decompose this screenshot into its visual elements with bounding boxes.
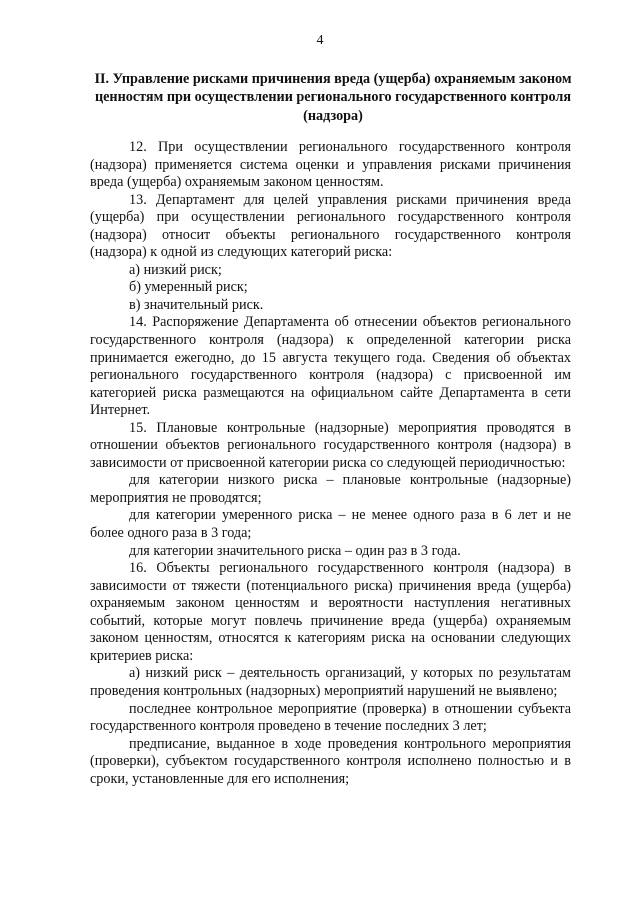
- list-item-low-risk: а) низкий риск;: [129, 261, 222, 278]
- section-body: [90, 139, 571, 788]
- periodicity-moderate-risk: для категории умеренного риска – не менее одного раза в 6 лет и не более одного раза в 3 года;: [90, 507, 571, 542]
- page-number: 4: [316, 33, 324, 48]
- paragraph-15: 15. Плановые контрольные (надзорные) мероприятия проводятся в отношении объектов регионального государственного контроля (надзора) в зависимости от присвоенной категории риска со следующей периодичностью:: [90, 419, 571, 471]
- criterion-last-inspection: последнее контрольное мероприятие (проверка) в отношении субъекта государственного контроля проведено в течение последних 3 лет;: [90, 700, 571, 735]
- section-heading: II. Управление рисками причинения вреда (ущерба) охраняемым законом ценностям при осуществлении регионального государственного контроля (надзора): [94, 71, 572, 124]
- paragraph-13: 13. Департамент для целей управления рисками причинения вреда (ущерба) при осуществлении регионального государственного контроля (надзора) относит объекты регионального государственного контроля (надзора) к одной из следующих категорий риска:: [90, 191, 571, 261]
- paragraph-12: 12. При осуществлении регионального государственного контроля (надзора) применяется система оценки и управления рисками причинения вреда (ущерба) охраняемым законом ценностям.: [90, 139, 571, 191]
- criterion-order-fulfilled: предписание, выданное в ходе проведения контрольного мероприятия (проверки), субъектом государственного контроля исполнено полностью и в сроки, установленные для его исполнения;: [90, 735, 571, 787]
- periodicity-low-risk: для категории низкого риска – плановые контрольные (надзорные) мероприятия не проводятся;: [90, 472, 571, 506]
- list-item-moderate-risk: б) умеренный риск;: [129, 279, 248, 296]
- paragraph-14: 14. Распоряжение Департамента об отнесении объектов регионального государственного контроля (надзора) к определенной категории риска принимается ежегодно, до 15 августа текущего года. Сведения об объектах регионального государственного контроля (надзора) с присвоенной им категорией риска размещаются на официальном сайте Департамента в сети Интернет.: [90, 314, 571, 419]
- criterion-low-risk: а) низкий риск – деятельность организаций, у которых по результатам проведения контрольных (надзорных) мероприятий нарушений не выявлено;: [90, 665, 571, 699]
- paragraph-16: 16. Объекты регионального государственного контроля (надзора) в зависимости от тяжести (потенциального риска) причинения вреда (ущерба) охраняемым законом ценностям и вероятности наступления негативных событий, которые могут повлечь причинение вреда (ущерба) охраняемым законом ценностям, относятся к категориям риска на основании следующих критериев риска:: [90, 560, 571, 664]
- periodicity-significant-risk: для категории значительного риска – один раз в 3 года.: [129, 542, 461, 559]
- list-item-significant-risk: в) значительный риск.: [129, 296, 264, 313]
